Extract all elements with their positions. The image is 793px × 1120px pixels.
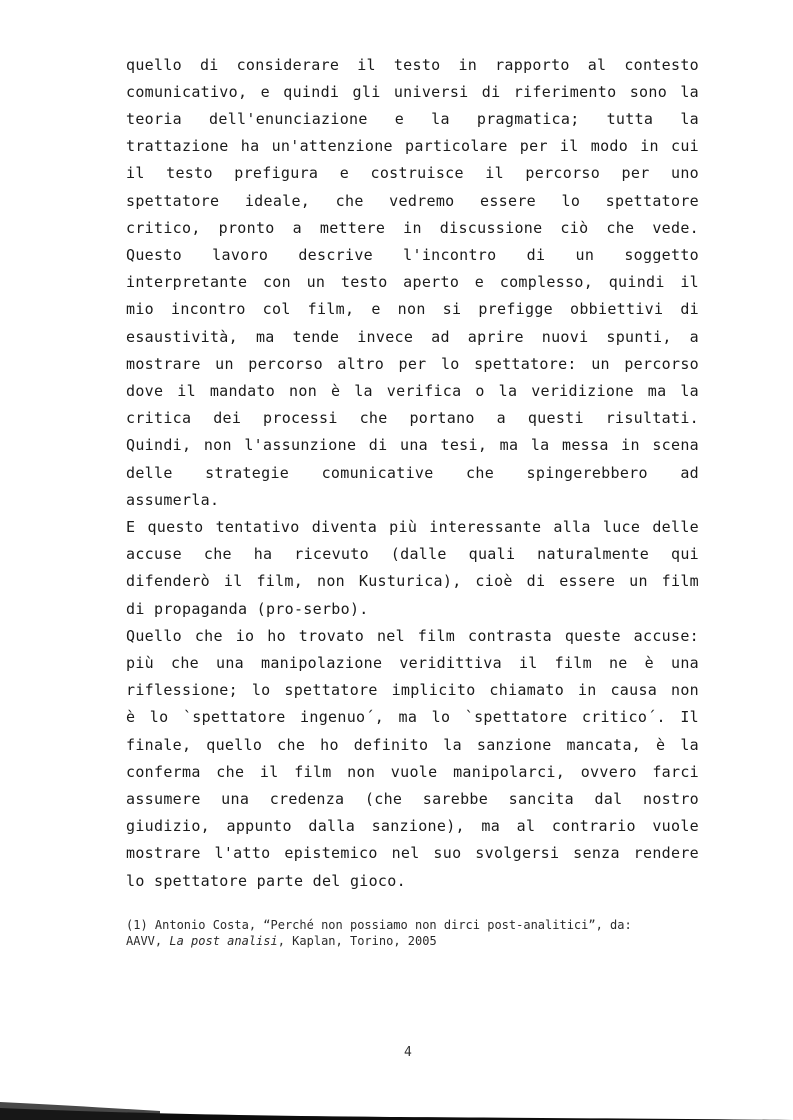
body-line: E questo tentativo diventa più interessante alla luce delle	[126, 518, 699, 536]
footnote-book-title: La post analisi	[169, 934, 278, 948]
body-line: quello di considerare il testo in rapporto al contesto	[126, 56, 699, 74]
body-line: dove il mandato non è la verifica o la veridizione ma la	[126, 382, 699, 400]
body-line: Questo lavoro descrive l'incontro di un soggetto	[126, 246, 699, 264]
body-line: assumere una credenza (che sarebbe sancita dal nostro	[126, 790, 699, 808]
body-line: interpretante con un testo aperto e complesso, quindi il	[126, 273, 699, 291]
body-line: critico, pronto a mettere in discussione ciò che vede.	[126, 219, 699, 237]
body-line: difenderò il film, non Kusturica), cioè di essere un film	[126, 572, 699, 590]
scan-shadow-edge	[0, 1080, 793, 1120]
body-line: delle strategie comunicative che spingerebbero ad	[126, 464, 699, 482]
page-number: 4	[404, 1045, 412, 1060]
body-line: di propaganda (pro-serbo).	[126, 600, 369, 618]
body-line: teoria dell'enunciazione e la pragmatica; tutta la	[126, 110, 699, 128]
footnote-line-2	[126, 934, 696, 949]
body-line: Quindi, non l'assunzione di una tesi, ma la messa in scena	[126, 436, 699, 454]
body-line: riflessione; lo spettatore implicito chiamato in causa non	[126, 681, 699, 699]
footnote-authors: AAVV,	[126, 934, 170, 948]
body-line: critica dei processi che portano a questi risultati.	[126, 409, 699, 427]
body-line: mio incontro col film, e non si prefigge obbiettivi di	[126, 300, 699, 318]
body-line: esaustività, ma tende invece ad aprire nuovi spunti, a	[126, 328, 699, 346]
body-line: finale, quello che ho definito la sanzione mancata, è la	[126, 736, 699, 754]
body-line: Quello che io ho trovato nel film contrasta queste accuse:	[126, 627, 699, 645]
footnote-line-1: (1) Antonio Costa, “Perché non possiamo non dirci post-analitici”, da:	[126, 918, 632, 932]
body-line: il testo prefigura e costruisce il percorso per uno	[126, 164, 699, 182]
body-line: mostrare un percorso altro per lo spettatore: un percorso	[126, 355, 699, 373]
body-line: comunicativo, e quindi gli universi di riferimento sono la	[126, 83, 699, 101]
body-line: giudizio, appunto dalla sanzione), ma al contrario vuole	[126, 817, 699, 835]
body-line: più che una manipolazione veridittiva il film ne è una	[126, 654, 699, 672]
body-line: lo spettatore parte del gioco.	[126, 872, 406, 890]
body-line: mostrare l'atto epistemico nel suo svolgersi senza rendere	[126, 844, 699, 862]
footnote-publisher: , Kaplan, Torino, 2005	[277, 934, 437, 948]
body-line: conferma che il film non vuole manipolarci, ovvero farci	[126, 763, 699, 781]
body-line: assumerla.	[126, 491, 220, 509]
body-line: accuse che ha ricevuto (dalle quali naturalmente qui	[126, 545, 699, 563]
body-line: trattazione ha un'attenzione particolare per il modo in cui	[126, 137, 699, 155]
body-line: è lo `spettatore ingenuo´, ma lo `spettatore critico´. Il	[126, 708, 699, 726]
body-line: spettatore ideale, che vedremo essere lo spettatore	[126, 192, 699, 210]
